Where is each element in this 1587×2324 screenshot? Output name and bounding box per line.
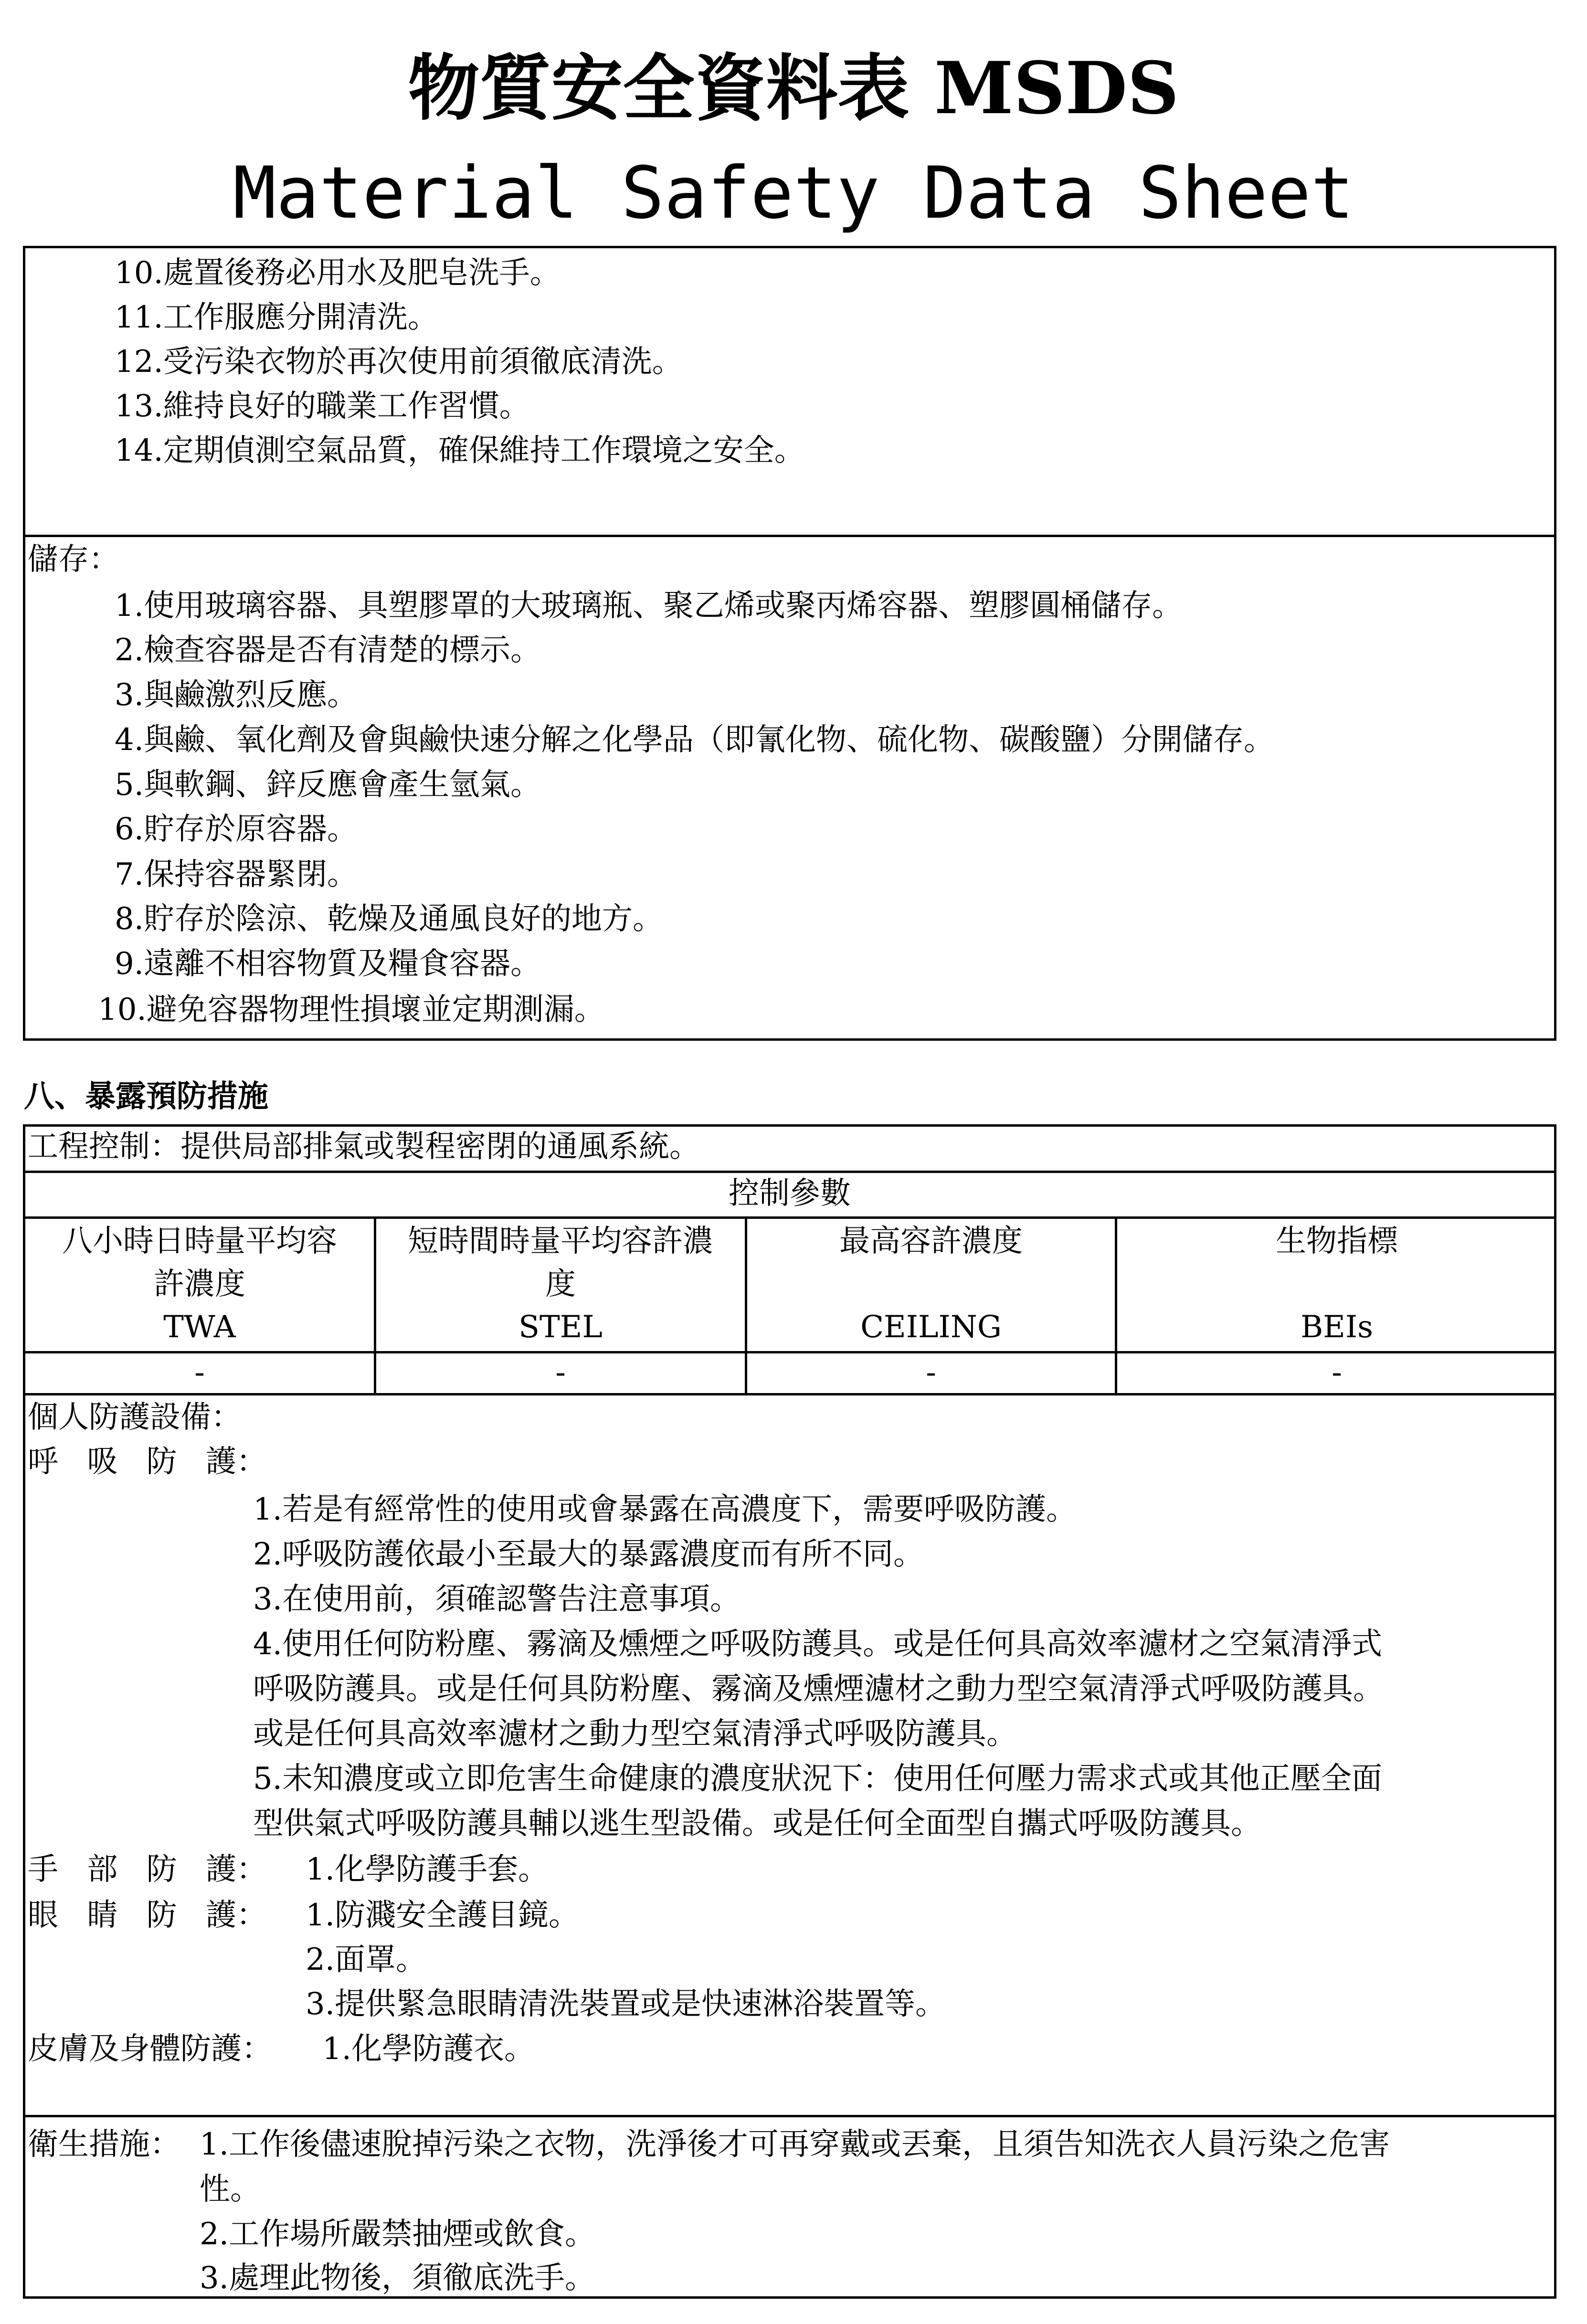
- storage-item: 4.與鹼、氧化劑及會與鹼快速分解之化學品（即氰化物、硫化物、碳酸鹽）分開儲存。: [115, 722, 1275, 758]
- twa-header: 八小時日時量平均容: [62, 1224, 337, 1259]
- eye-protection-label: 眼 睛 防 護：: [28, 1898, 267, 1933]
- hygiene-label: 衛生措施：: [28, 2127, 180, 2162]
- hand-protection-item: 1.化學防護手套。: [306, 1852, 549, 1887]
- exposure-box: [23, 1124, 1556, 2299]
- storage-item: 3.與鹼激烈反應。: [115, 677, 358, 713]
- respiratory-line: 呼吸防護具。或是任何具防粉塵、霧滴及燻煙濾材之動力型空氣清淨式呼吸防護具。: [253, 1671, 1384, 1707]
- stel-header: 短時間時量平均容許濃: [408, 1224, 713, 1259]
- twa-abbr: TWA: [163, 1310, 236, 1345]
- respiratory-line: 5.未知濃度或立即危害生命健康的濃度狀況下：使用任何壓力需求式或其他正壓全面: [253, 1761, 1383, 1796]
- hand-protection-label: 手 部 防 護：: [28, 1852, 267, 1887]
- stel-header-cont: 度: [545, 1267, 576, 1302]
- respiratory-line: 2.呼吸防護依最小至最大的暴露濃度而有所不同。: [253, 1537, 924, 1572]
- hygiene-line: 性。: [200, 2172, 261, 2207]
- divider: [23, 1216, 1556, 1219]
- section-8-heading: 八、暴露預防措施: [24, 1078, 268, 1114]
- respiratory-line: 或是任何具高效率濾材之動力型空氣清淨式呼吸防護具。: [253, 1716, 1017, 1752]
- handling-item: 12.受污染衣物於再次使用前須徹底清洗。: [115, 344, 683, 380]
- ceiling-header: 最高容許濃度: [839, 1224, 1023, 1259]
- divider: [23, 1393, 1556, 1395]
- handling-item: 13.維持良好的職業工作習慣。: [115, 389, 530, 424]
- divider: [23, 1171, 1556, 1173]
- stel-abbr: STEL: [518, 1310, 603, 1345]
- twa-header-cont: 許濃度: [154, 1267, 245, 1302]
- storage-item: 7.保持容器緊閉。: [115, 857, 358, 892]
- eye-protection-item: 2.面罩。: [306, 1942, 427, 1977]
- beis-abbr: BEIs: [1301, 1310, 1373, 1345]
- handling-item: 11.工作服應分開清洗。: [115, 300, 438, 335]
- beis-value: -: [1332, 1355, 1342, 1390]
- hygiene-line: 2.工作場所嚴禁抽煙或飲食。: [200, 2217, 596, 2252]
- hygiene-line: 1.工作後儘速脫掉污染之衣物，洗淨後才可再穿戴或丟棄，且須告知洗衣人員污染之危害: [200, 2127, 1390, 2162]
- divider: [23, 1351, 1556, 1353]
- respiratory-line: 1.若是有經常性的使用或會暴露在高濃度下，需要呼吸防護。: [253, 1492, 1077, 1527]
- storage-item: 2.檢查容器是否有清楚的標示。: [115, 633, 541, 668]
- handling-item: 14.定期偵測空氣品質，確保維持工作環境之安全。: [115, 433, 805, 468]
- page-title-english: Material Safety Data Sheet: [233, 152, 1354, 235]
- storage-item: 1.使用玻璃容器、具塑膠罩的大玻璃瓶、聚乙烯或聚丙烯容器、塑膠圓桶儲存。: [115, 588, 1183, 623]
- divider: [23, 2115, 1556, 2117]
- storage-item: 8.貯存於陰涼、乾燥及通風良好的地方。: [115, 901, 664, 937]
- skin-protection-item: 1.化學防護衣。: [322, 2031, 535, 2067]
- handling-item: 10.處置後務必用水及肥皂洗手。: [115, 255, 561, 291]
- respiratory-line: 3.在使用前，須確認警告注意事項。: [253, 1582, 741, 1617]
- hygiene-line: 3.處理此物後，須徹底洗手。: [200, 2261, 596, 2296]
- control-params-header: 控制參數: [729, 1176, 851, 1211]
- eye-protection-item: 1.防濺安全護目鏡。: [306, 1898, 580, 1933]
- storage-label: 儲存：: [28, 542, 119, 577]
- eye-protection-item: 3.提供緊急眼睛清洗裝置或是快速淋浴裝置等。: [306, 1986, 946, 2022]
- storage-item: 10.避免容器物理性損壞並定期測漏。: [98, 992, 605, 1027]
- page-title-chinese: 物質安全資料表 MSDS: [408, 46, 1179, 130]
- respiratory-label: 呼 吸 防 護：: [28, 1444, 267, 1479]
- stel-value: -: [555, 1355, 566, 1390]
- ceiling-value: -: [926, 1355, 936, 1390]
- storage-item: 6.貯存於原容器。: [115, 812, 358, 847]
- storage-item: 9.遠離不相容物質及糧食容器。: [115, 946, 541, 982]
- twa-value: -: [194, 1355, 205, 1390]
- engineering-control: 工程控制：提供局部排氣或製程密閉的通風系統。: [28, 1129, 700, 1164]
- respiratory-line: 4.使用任何防粉塵、霧滴及燻煙之呼吸防護具。或是任何具高效率濾材之空氣清淨式: [253, 1627, 1383, 1662]
- ppe-label: 個人防護設備：: [28, 1400, 242, 1435]
- ceiling-abbr: CEILING: [860, 1310, 1002, 1345]
- storage-item: 5.與軟鋼、鋅反應會產生氫氣。: [115, 767, 541, 803]
- skin-protection-label: 皮膚及身體防護：: [28, 2031, 272, 2067]
- beis-header: 生物指標: [1276, 1224, 1398, 1259]
- respiratory-line: 型供氣式呼吸防護具輔以逃生型設備。或是任何全面型自攜式呼吸防護具。: [253, 1806, 1261, 1841]
